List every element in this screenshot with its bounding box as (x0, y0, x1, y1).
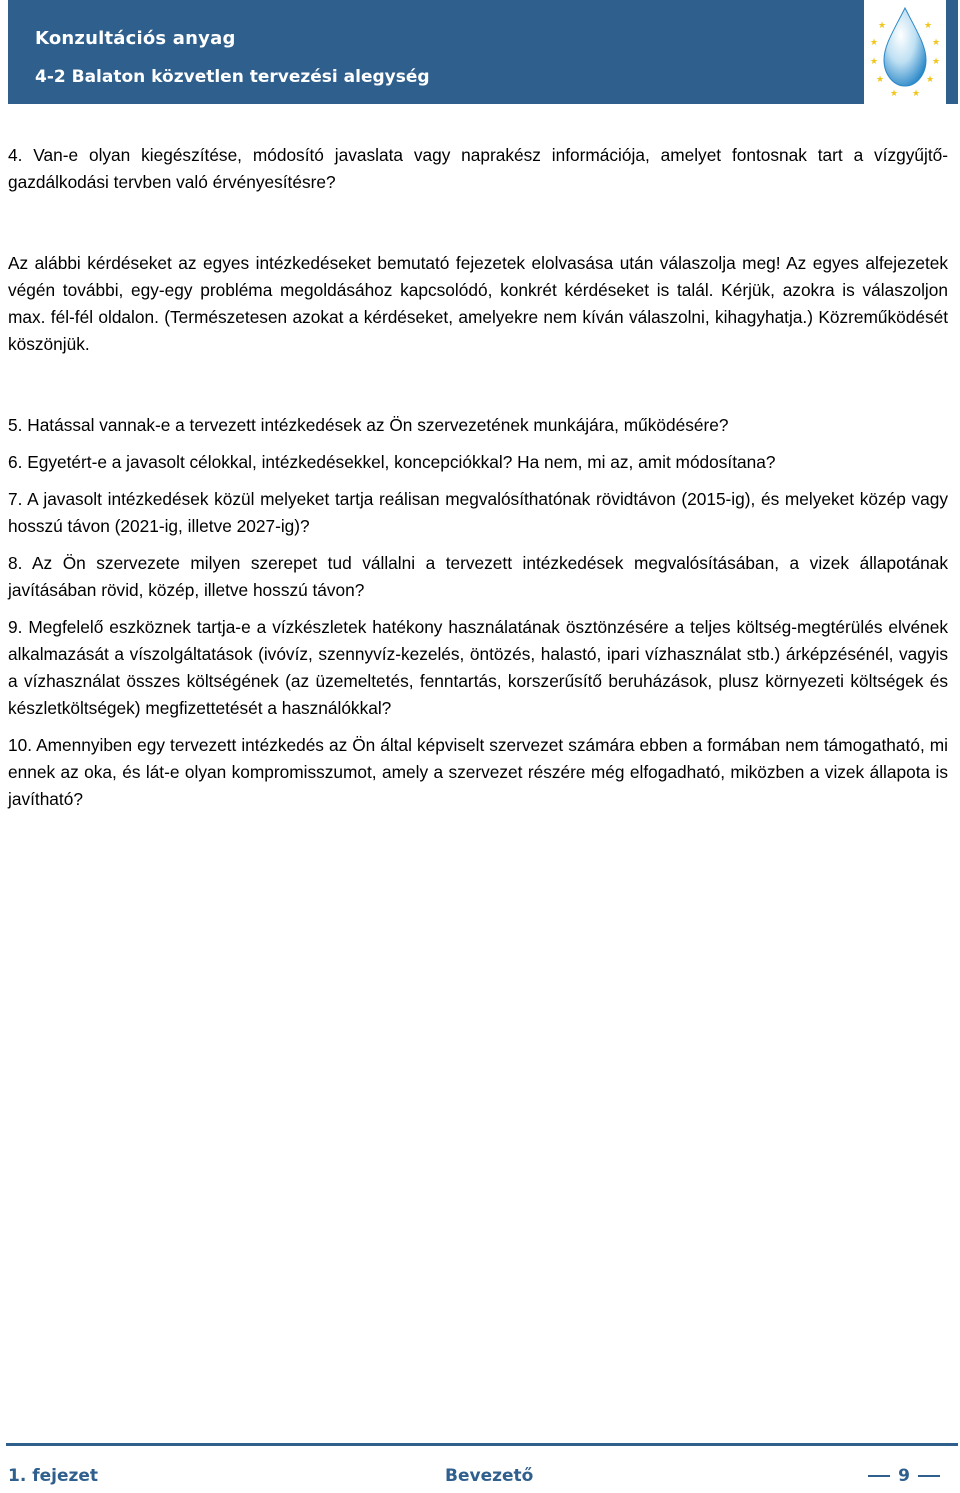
footer-section: Bevezető (445, 1466, 534, 1486)
header-banner (8, 0, 958, 104)
footer-divider (6, 1443, 958, 1446)
question-10: 10. Amennyiben egy tervezett intézkedés az Ön által képviselt szervezet számára ebben a formában nem támogatható, mi ennek az oka, és lát-e olyan kompromisszumot, amely a szervezet részére még elfogadható, miközben a vizek állapota is javítható? (8, 735, 948, 809)
dash-icon (868, 1475, 890, 1477)
page-number: 9 (898, 1466, 910, 1486)
question-9: 9. Megfelelő eszköznek tartja-e a vízkészletek hatékony használatának ösztönzésére a teljes költség-megtérülés elvének alkalmazását a víszolgáltatások (ivóvíz, szennyvíz-kezelés, öntözés, halastó, ipari vízhasználat stb.) árképzésénél, vagyis a vízhasználat összes költségének (az üzemeltetés, fenntartás, korszerűsítő beruházások, plusz környezeti költségek és készletköltségek) megfizettetését a használókkal? (8, 617, 948, 718)
footer-chapter: 1. fejezet (8, 1466, 99, 1486)
document-title: Konzultációs anyag (35, 28, 236, 49)
svg-text:★: ★ (890, 89, 899, 99)
water-drop-eu-stars-logo-icon (864, 0, 946, 104)
question-4: 4. Van-e olyan kiegészítése, módosító javaslata vagy naprakész információja, amelyet fontosnak tart a vízgyűjtő-gazdálkodási tervben való érvényesítésre? (8, 145, 948, 192)
intro-paragraph: Az alábbi kérdéseket az egyes intézkedéseket bemutató fejezetek elolvasása után válaszolja meg! Az egyes alfejezetek végén további, egy-egy probléma megoldásához kapcsolódó, konkrét kérdéseket is talál. Kérjük, azokra is válaszoljon max. fél-fél oldalon. (Természetesen azokat a kérdéseket, amelyekre nem kíván válaszolni, kihagyhatja.) Közreműködését köszönjük. (8, 253, 948, 354)
page-footer (8, 1466, 948, 1490)
question-5: 5. Hatással vannak-e a tervezett intézkedések az Ön szervezetének munkájára, működésére? (8, 415, 729, 435)
svg-text:★: ★ (924, 21, 933, 31)
svg-text:★: ★ (876, 75, 885, 85)
svg-text:★: ★ (926, 75, 935, 85)
svg-text:★: ★ (870, 57, 879, 67)
footer-page-number (860, 1466, 948, 1486)
svg-text:★: ★ (870, 38, 879, 48)
svg-text:★: ★ (912, 89, 921, 99)
svg-text:★: ★ (878, 21, 887, 31)
question-8: 8. Az Ön szervezete milyen szerepet tud vállalni a tervezett intézkedések megvalósításában, a vizek állapotának javításában rövid, közép, illetve hosszú távon? (8, 553, 948, 600)
document-subtitle: 4-2 Balaton közvetlen tervezési alegység (35, 67, 430, 87)
svg-text:★: ★ (932, 57, 941, 67)
question-6: 6. Egyetért-e a javasolt célokkal, intézkedésekkel, koncepciókkal? Ha nem, mi az, amit módosítana? (8, 452, 776, 472)
question-7: 7. A javasolt intézkedések közül melyeket tartja reálisan megvalósíthatónak rövidtávon (2015-ig), és melyeket közép vagy hosszú távon (2021-ig, illetve 2027-ig)? (8, 489, 948, 536)
svg-text:★: ★ (932, 38, 941, 48)
dash-icon (918, 1475, 940, 1477)
document-body (8, 142, 948, 813)
